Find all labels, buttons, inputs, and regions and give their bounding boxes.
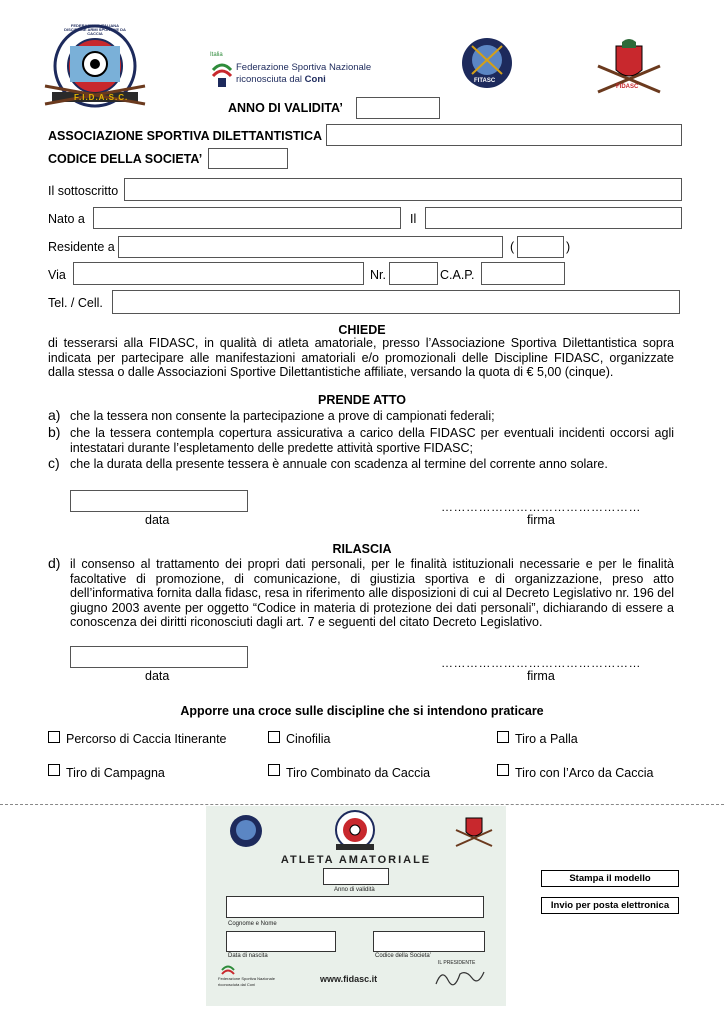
anno-label: ANNO DI VALIDITA’ <box>228 101 343 115</box>
coni-line2: riconosciuta dal <box>236 74 303 85</box>
firma-label-2: firma <box>527 669 555 683</box>
coni-brand: Coni <box>304 74 326 85</box>
card-data-label: Data di nascita <box>228 953 268 959</box>
fidasc-logo-band: F.I.D.A.S.C. <box>74 93 129 102</box>
anno-field[interactable] <box>356 97 440 119</box>
sottoscritto-label: Il sottoscritto <box>48 184 119 198</box>
checkbox-cinofilia[interactable] <box>268 731 280 743</box>
cap-field[interactable] <box>481 262 565 285</box>
tel-field[interactable] <box>112 290 680 314</box>
nato-field[interactable] <box>93 207 401 229</box>
firma-dots-2: ………………………………………… <box>441 656 641 670</box>
card-cognome-label: Cognome e Nome <box>228 921 277 927</box>
data-nascita-field[interactable] <box>425 207 682 229</box>
chiede-text: di tesserarsi alla FIDASC, in qualità di atleta amatoriale, presso l’Associazione Sportiva Dilettantistica sopra indicata per partecipare alle manifestazioni amatoriali e/o promozionali delle Discipline FIDASC, organizzate dalla stessa o dalle Associazioni Sportive Dilettantistiche affiliate, versando la quota di € 5,00 (cinque). <box>48 336 674 379</box>
prende-atto-item-b <box>48 426 674 455</box>
card-codice-field[interactable] <box>373 931 485 952</box>
discipline-label: Tiro con l’Arco da Caccia <box>515 766 654 780</box>
cut-line <box>0 804 724 805</box>
discipline-title: Apporre una croce sulle discipline che si intendono praticare <box>180 704 544 718</box>
via-label: Via <box>48 268 66 282</box>
data-label-1: data <box>145 513 170 527</box>
card-website: www.fidasc.it <box>320 974 378 984</box>
nr-field[interactable] <box>389 262 438 285</box>
item-text: che la tessera non consente la partecipazione a prove di campionati federali; <box>70 409 495 423</box>
firma-dots-1: ………………………………………… <box>441 500 641 514</box>
card-anno-label: Anno di validità <box>334 887 375 893</box>
checkbox-tiro-arco[interactable] <box>497 764 509 776</box>
fidasc-logo-ring-text: FEDERAZIONE ITALIANA DISCIPLINE ARMI SPORTIVE DA CACCIA <box>64 23 126 36</box>
print-button[interactable]: Stampa il modello <box>541 870 679 887</box>
fidasc-crest-logo <box>596 36 662 96</box>
coni-line1: Federazione Sportiva Nazionale <box>236 62 372 73</box>
data-field-2[interactable] <box>70 646 248 668</box>
signature-icon <box>432 966 488 993</box>
tel-label: Tel. / Cell. <box>48 296 103 310</box>
associazione-field[interactable] <box>326 124 682 146</box>
card-coni-small1: Federazione Sportiva Nazionale <box>218 976 275 981</box>
card-title: ATLETA AMATORIALE <box>280 854 432 866</box>
membership-card <box>206 806 506 1006</box>
discipline-label: Tiro di Campagna <box>66 766 165 780</box>
card-data-field[interactable] <box>226 931 336 952</box>
codice-field[interactable] <box>208 148 288 169</box>
item-letter: b) <box>48 424 61 440</box>
card-coni-small2: riconosciuta dal Coni <box>218 982 256 987</box>
card-fidasc-logo <box>330 810 380 859</box>
coni-logo <box>210 52 372 88</box>
item-letter: d) <box>48 555 61 571</box>
item-letter: a) <box>48 407 61 423</box>
codice-label: CODICE DELLA SOCIETA’ <box>48 152 203 166</box>
prende-atto-item-a <box>48 409 674 424</box>
card-cognome-field[interactable] <box>226 896 484 918</box>
data-field-1[interactable] <box>70 490 248 512</box>
card-codice-label: Codice della Societa’ <box>375 953 432 959</box>
card-presidente-label: IL PRESIDENTE <box>438 960 476 966</box>
item-text: che la durata della presente tessera è annuale con scadenza al termine del corrente anno solare. <box>70 457 608 471</box>
residente-field[interactable] <box>118 236 503 258</box>
discipline-label: Cinofilia <box>286 732 331 746</box>
paren-close: ) <box>566 240 571 254</box>
fidasc-crest-label: FIDASC <box>616 84 639 90</box>
data-label-2: data <box>145 669 170 683</box>
associazione-label: ASSOCIAZIONE SPORTIVA DILETTANTISTICA <box>48 129 323 143</box>
item-letter: c) <box>48 455 60 471</box>
card-anno-field[interactable] <box>323 868 389 885</box>
card-crest-logo <box>454 812 494 853</box>
firma-label-1: firma <box>527 513 555 527</box>
fitasc-logo <box>460 36 514 90</box>
provincia-field[interactable] <box>517 236 564 258</box>
discipline-label: Percorso di Caccia Itinerante <box>66 732 227 746</box>
paren-open: ( <box>510 240 515 254</box>
prende-atto-item-c <box>48 457 674 472</box>
residente-label: Residente a <box>48 240 115 254</box>
card-fitasc-logo <box>228 814 264 853</box>
fidasc-logo <box>40 24 150 112</box>
rilascia-text: il consenso al trattamento dei propri dati personali, per le finalità istituzionali necessarie e per le finalità facoltative di promozione, di comunicazione, di giustizia sportiva e di organizzazione, preso atto dell’informativa fornita dalla fidasc, resa in riferimento alle disposizioni di cui al Decreto Legislativo nr. 196 del giugno 2003 avente per oggetto “Codice in materia di protezione dei dati personali”, dichiarando di essere a conoscenza dei diritti riconosciuti dagli art. 7 e seguenti del citato Decreto Legislativo. <box>70 557 674 629</box>
checkbox-tiro-combinato[interactable] <box>268 764 280 776</box>
checkbox-percorso[interactable] <box>48 731 60 743</box>
prende-atto-title: PRENDE ATTO <box>318 393 406 407</box>
rilascia-title: RILASCIA <box>332 542 392 556</box>
sottoscritto-field[interactable] <box>124 178 682 201</box>
checkbox-tiro-palla[interactable] <box>497 731 509 743</box>
item-text: che la tessera contempla copertura assicurativa a carico della FIDASC per eventuali incidenti occorsi agli intestatari durante l’espletamento delle predette attività sportive FIDASC; <box>70 426 674 455</box>
via-field[interactable] <box>73 262 364 285</box>
chiede-title: CHIEDE <box>338 323 386 337</box>
rilascia-item-d <box>48 557 674 630</box>
discipline-label: Tiro a Palla <box>515 732 578 746</box>
fitasc-logo-label: FITASC <box>474 78 496 84</box>
il-label: Il <box>410 212 417 226</box>
coni-italia: Italia <box>210 52 223 58</box>
checkbox-tiro-campagna[interactable] <box>48 764 60 776</box>
nr-label: Nr. <box>370 268 386 282</box>
nato-label: Nato a <box>48 212 85 226</box>
email-button[interactable]: Invio per posta elettronica <box>541 897 679 914</box>
cap-label: C.A.P. <box>440 268 475 282</box>
discipline-label: Tiro Combinato da Caccia <box>286 766 431 780</box>
